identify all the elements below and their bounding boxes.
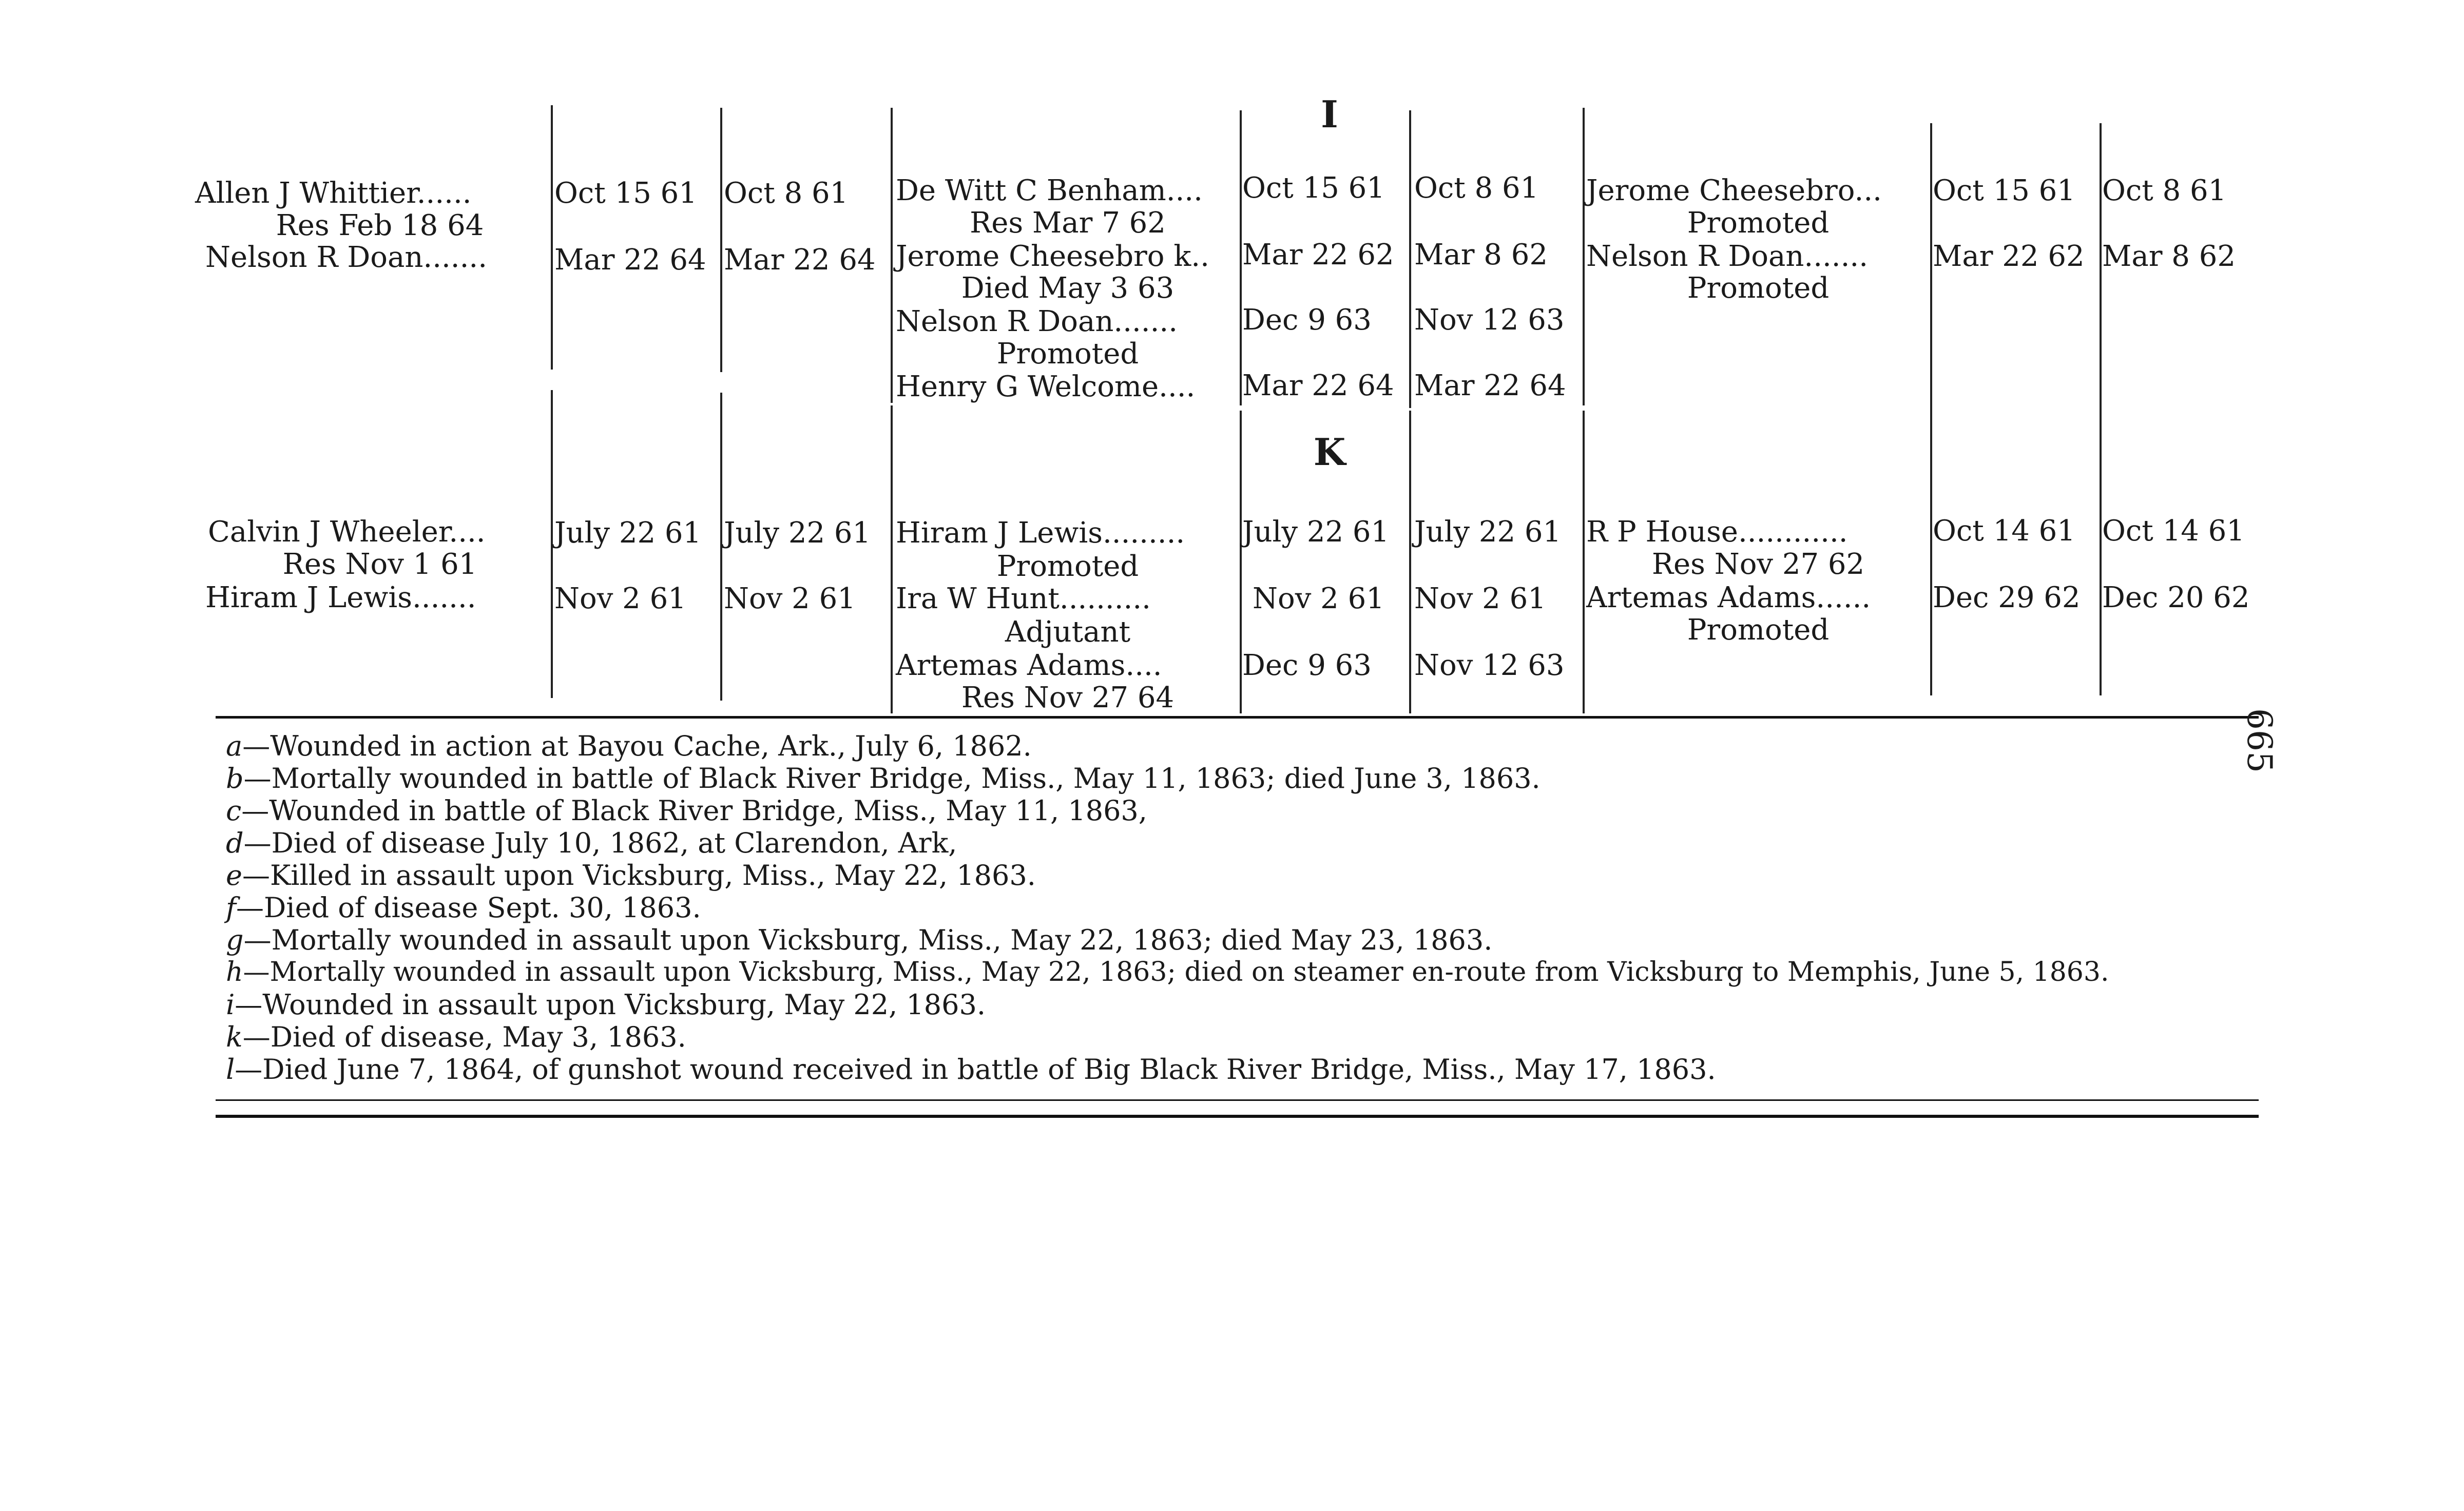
roster-entry <box>896 371 1240 403</box>
date-muster: Nov 2 61 <box>1414 582 1546 615</box>
column-rule <box>1930 418 1932 695</box>
footnote-text: —Died June 7, 1864, of gunshot wound received in battle of Big Black River Bridge, Miss., May 17, 1863. <box>235 1053 1716 1086</box>
footnote-bottom-rule-thick <box>216 1115 2259 1118</box>
footnote-key: g <box>226 924 244 956</box>
footnote-top-rule <box>216 716 2259 719</box>
footnote-key: h <box>226 957 243 987</box>
footnote-text: —Died of disease Sept. 30, 1863. <box>236 892 701 924</box>
footnote-key: f <box>226 892 236 924</box>
column-rule <box>1583 411 1585 713</box>
leader-dots: .... <box>1125 649 1162 682</box>
column-rule <box>2100 418 2102 695</box>
date-muster: Mar 8 62 <box>2102 240 2236 273</box>
leader-dots: ....... <box>1804 240 1869 273</box>
leader-dots: ... <box>1854 174 1882 207</box>
roster-entry <box>205 582 560 614</box>
footnote-key: c <box>226 795 242 827</box>
leader-dots: .... <box>1159 370 1196 403</box>
soldier-name: Jerome Cheesebro <box>1586 174 1855 207</box>
column-rule <box>2100 123 2102 418</box>
entry-note: Promoted <box>1687 613 1830 647</box>
column-rule <box>720 108 722 372</box>
footnote-key: k <box>226 1021 243 1053</box>
company-letter-i: I <box>1321 92 1338 136</box>
date-muster: Oct 8 61 <box>724 177 849 210</box>
date-rank: Mar 22 62 <box>1933 240 2085 273</box>
date-rank: Oct 15 61 <box>1933 174 2075 207</box>
entry-note: Res Nov 27 62 <box>1651 548 1865 581</box>
soldier-name: Hiram J Lewis <box>896 516 1103 550</box>
date-rank: Mar 22 64 <box>554 243 706 277</box>
footnote-text: —Wounded in assault upon Vicksburg, May 22, 1863. <box>235 989 986 1021</box>
footnote-text: —Died of disease, May 3, 1863. <box>242 1021 686 1053</box>
soldier-name: Calvin J Wheeler <box>208 515 449 549</box>
leader-dots: ....... <box>423 241 488 274</box>
date-rank: Dec 29 62 <box>1933 581 2081 614</box>
footnote-key: b <box>226 762 244 795</box>
date-muster: Oct 14 61 <box>2102 514 2245 548</box>
date-rank: Nov 2 61 <box>554 582 686 615</box>
date-rank: Mar 22 64 <box>1242 369 1394 402</box>
date-rank: Dec 9 63 <box>1242 649 1372 682</box>
footnote-text: —Killed in assault upon Vicksburg, Miss., May 22, 1863. <box>242 859 1036 892</box>
date-rank: Oct 14 61 <box>1933 514 2075 548</box>
date-rank: July 22 61 <box>554 516 702 550</box>
soldier-name: Ira W Hunt <box>896 582 1060 615</box>
date-rank: Oct 15 61 <box>554 177 697 210</box>
soldier-name: Nelson R Doan <box>205 241 424 274</box>
footnote-text: —Wounded in battle of Black River Bridge, Miss., May 11, 1863, <box>241 795 1147 827</box>
column-rule <box>1240 110 1242 405</box>
entry-note: Promoted <box>1687 272 1830 305</box>
entry-note: Promoted <box>996 337 1139 371</box>
soldier-name: Henry G Welcome <box>896 370 1159 403</box>
footnote-text: —Died of disease July 10, 1862, at Clarendon, Ark, <box>243 827 957 859</box>
roster-entry <box>1586 240 1930 273</box>
column-rule <box>891 108 893 403</box>
footnote-bottom-rule <box>216 1099 2259 1101</box>
footnote <box>226 1053 1716 1086</box>
column-rule <box>1930 123 1932 418</box>
leader-dots: ....... <box>1113 305 1178 338</box>
roster-entry <box>1586 175 1930 207</box>
column-rule <box>1583 108 1585 405</box>
column-rule <box>891 405 893 713</box>
entry-note: Adjutant <box>1005 615 1131 649</box>
footnote <box>226 762 1541 795</box>
roster-entry <box>896 583 1240 615</box>
entry-note: Promoted <box>1687 206 1830 240</box>
roster-entry <box>1586 516 1930 549</box>
leader-dots: .... <box>1166 174 1203 207</box>
footnote-key: e <box>226 859 242 892</box>
footnote <box>226 827 957 859</box>
date-muster: July 22 61 <box>1414 515 1562 549</box>
leader-dots: ...... <box>1816 581 1871 614</box>
roster-entry <box>208 516 562 549</box>
date-muster: Oct 8 61 <box>1414 171 1539 205</box>
date-muster: July 22 61 <box>724 516 871 550</box>
roster-entry <box>896 305 1240 338</box>
date-muster: Mar 22 64 <box>1414 369 1566 402</box>
column-rule <box>1240 411 1242 713</box>
entry-note: Promoted <box>996 550 1139 583</box>
entry-note: Died May 3 63 <box>961 272 1175 305</box>
date-rank: Mar 22 62 <box>1242 238 1394 272</box>
footnote-text: —Wounded in action at Bayou Cache, Ark., July 6, 1862. <box>242 730 1032 762</box>
date-muster: Nov 2 61 <box>724 582 856 615</box>
roster-entry <box>896 175 1240 207</box>
column-rule <box>1409 411 1411 713</box>
leader-dots: ......... <box>1102 516 1185 550</box>
entry-note: Res Nov 27 64 <box>961 681 1175 714</box>
column-rule <box>551 105 553 370</box>
footnote-text: —Mortally wounded in battle of Black River Bridge, Miss., May 11, 1863; died June 3, 1863. <box>243 762 1541 795</box>
leader-dots: .... <box>449 515 486 549</box>
footnote-key: l <box>226 1053 235 1086</box>
soldier-name: De Witt C Benham <box>896 174 1166 207</box>
footnote <box>226 859 1036 892</box>
leader-dots: ....... <box>412 581 476 614</box>
roster-entry <box>896 517 1240 550</box>
roster-entry <box>896 649 1240 682</box>
footnote <box>226 989 986 1021</box>
soldier-name: Allen J Whittier <box>195 177 417 210</box>
soldier-name: R P House <box>1586 515 1738 549</box>
footnote <box>226 795 1147 827</box>
footnote-text: —Mortally wounded in assault upon Vicksburg, Miss., May 22, 1863; died May 23, 1863. <box>243 924 1493 956</box>
date-rank: Dec 9 63 <box>1242 303 1372 337</box>
leader-dots: ............ <box>1738 515 1848 549</box>
footnote <box>226 956 2109 989</box>
roster-entry <box>195 177 549 210</box>
date-muster: Mar 8 62 <box>1414 238 1548 272</box>
soldier-name: Artemas Adams <box>1586 581 1816 614</box>
entry-note: Res Mar 7 62 <box>970 206 1166 240</box>
footnote-key: i <box>226 989 235 1021</box>
footnote <box>226 1021 686 1053</box>
entry-note: Res Feb 18 64 <box>276 209 484 242</box>
leader-dots: ...... <box>416 177 472 210</box>
date-muster: Nov 12 63 <box>1414 303 1565 337</box>
footnote <box>226 924 1492 956</box>
soldier-name: Jerome Cheesebro k <box>896 240 1191 273</box>
roster-entry <box>1586 582 1930 614</box>
column-rule <box>720 393 722 701</box>
leader-dots: .......... <box>1059 582 1151 615</box>
company-letter-k: K <box>1313 430 1346 474</box>
footnote-key: d <box>226 827 244 859</box>
roster-entry <box>205 241 560 274</box>
roster-entry <box>896 240 1240 273</box>
column-rule <box>1409 110 1411 408</box>
footnote <box>226 730 1032 762</box>
date-rank: Oct 15 61 <box>1242 171 1385 205</box>
soldier-name: Artemas Adams <box>896 649 1126 682</box>
soldier-name: Nelson R Doan <box>896 305 1114 338</box>
date-muster: Oct 8 61 <box>2102 174 2227 207</box>
entry-note: Res Nov 1 61 <box>282 548 477 581</box>
footnote <box>226 892 701 924</box>
date-rank: Nov 2 61 <box>1253 582 1384 615</box>
footnote-key: a <box>226 730 243 762</box>
date-muster: Mar 22 64 <box>724 243 876 277</box>
soldier-name: Hiram J Lewis <box>205 581 412 614</box>
leader-dots: .. <box>1191 240 1209 273</box>
date-muster: Nov 12 63 <box>1414 649 1565 682</box>
soldier-name: Nelson R Doan <box>1586 240 1804 273</box>
page-number: 665 <box>2240 708 2279 773</box>
date-rank: July 22 61 <box>1242 515 1390 549</box>
footnote-text: —Mortally wounded in assault upon Vicksburg, Miss., May 22, 1863; died on steamer en-route from Vicksburg to Memphis, June 5, 1863. <box>243 957 2109 987</box>
date-muster: Dec 20 62 <box>2102 581 2250 614</box>
